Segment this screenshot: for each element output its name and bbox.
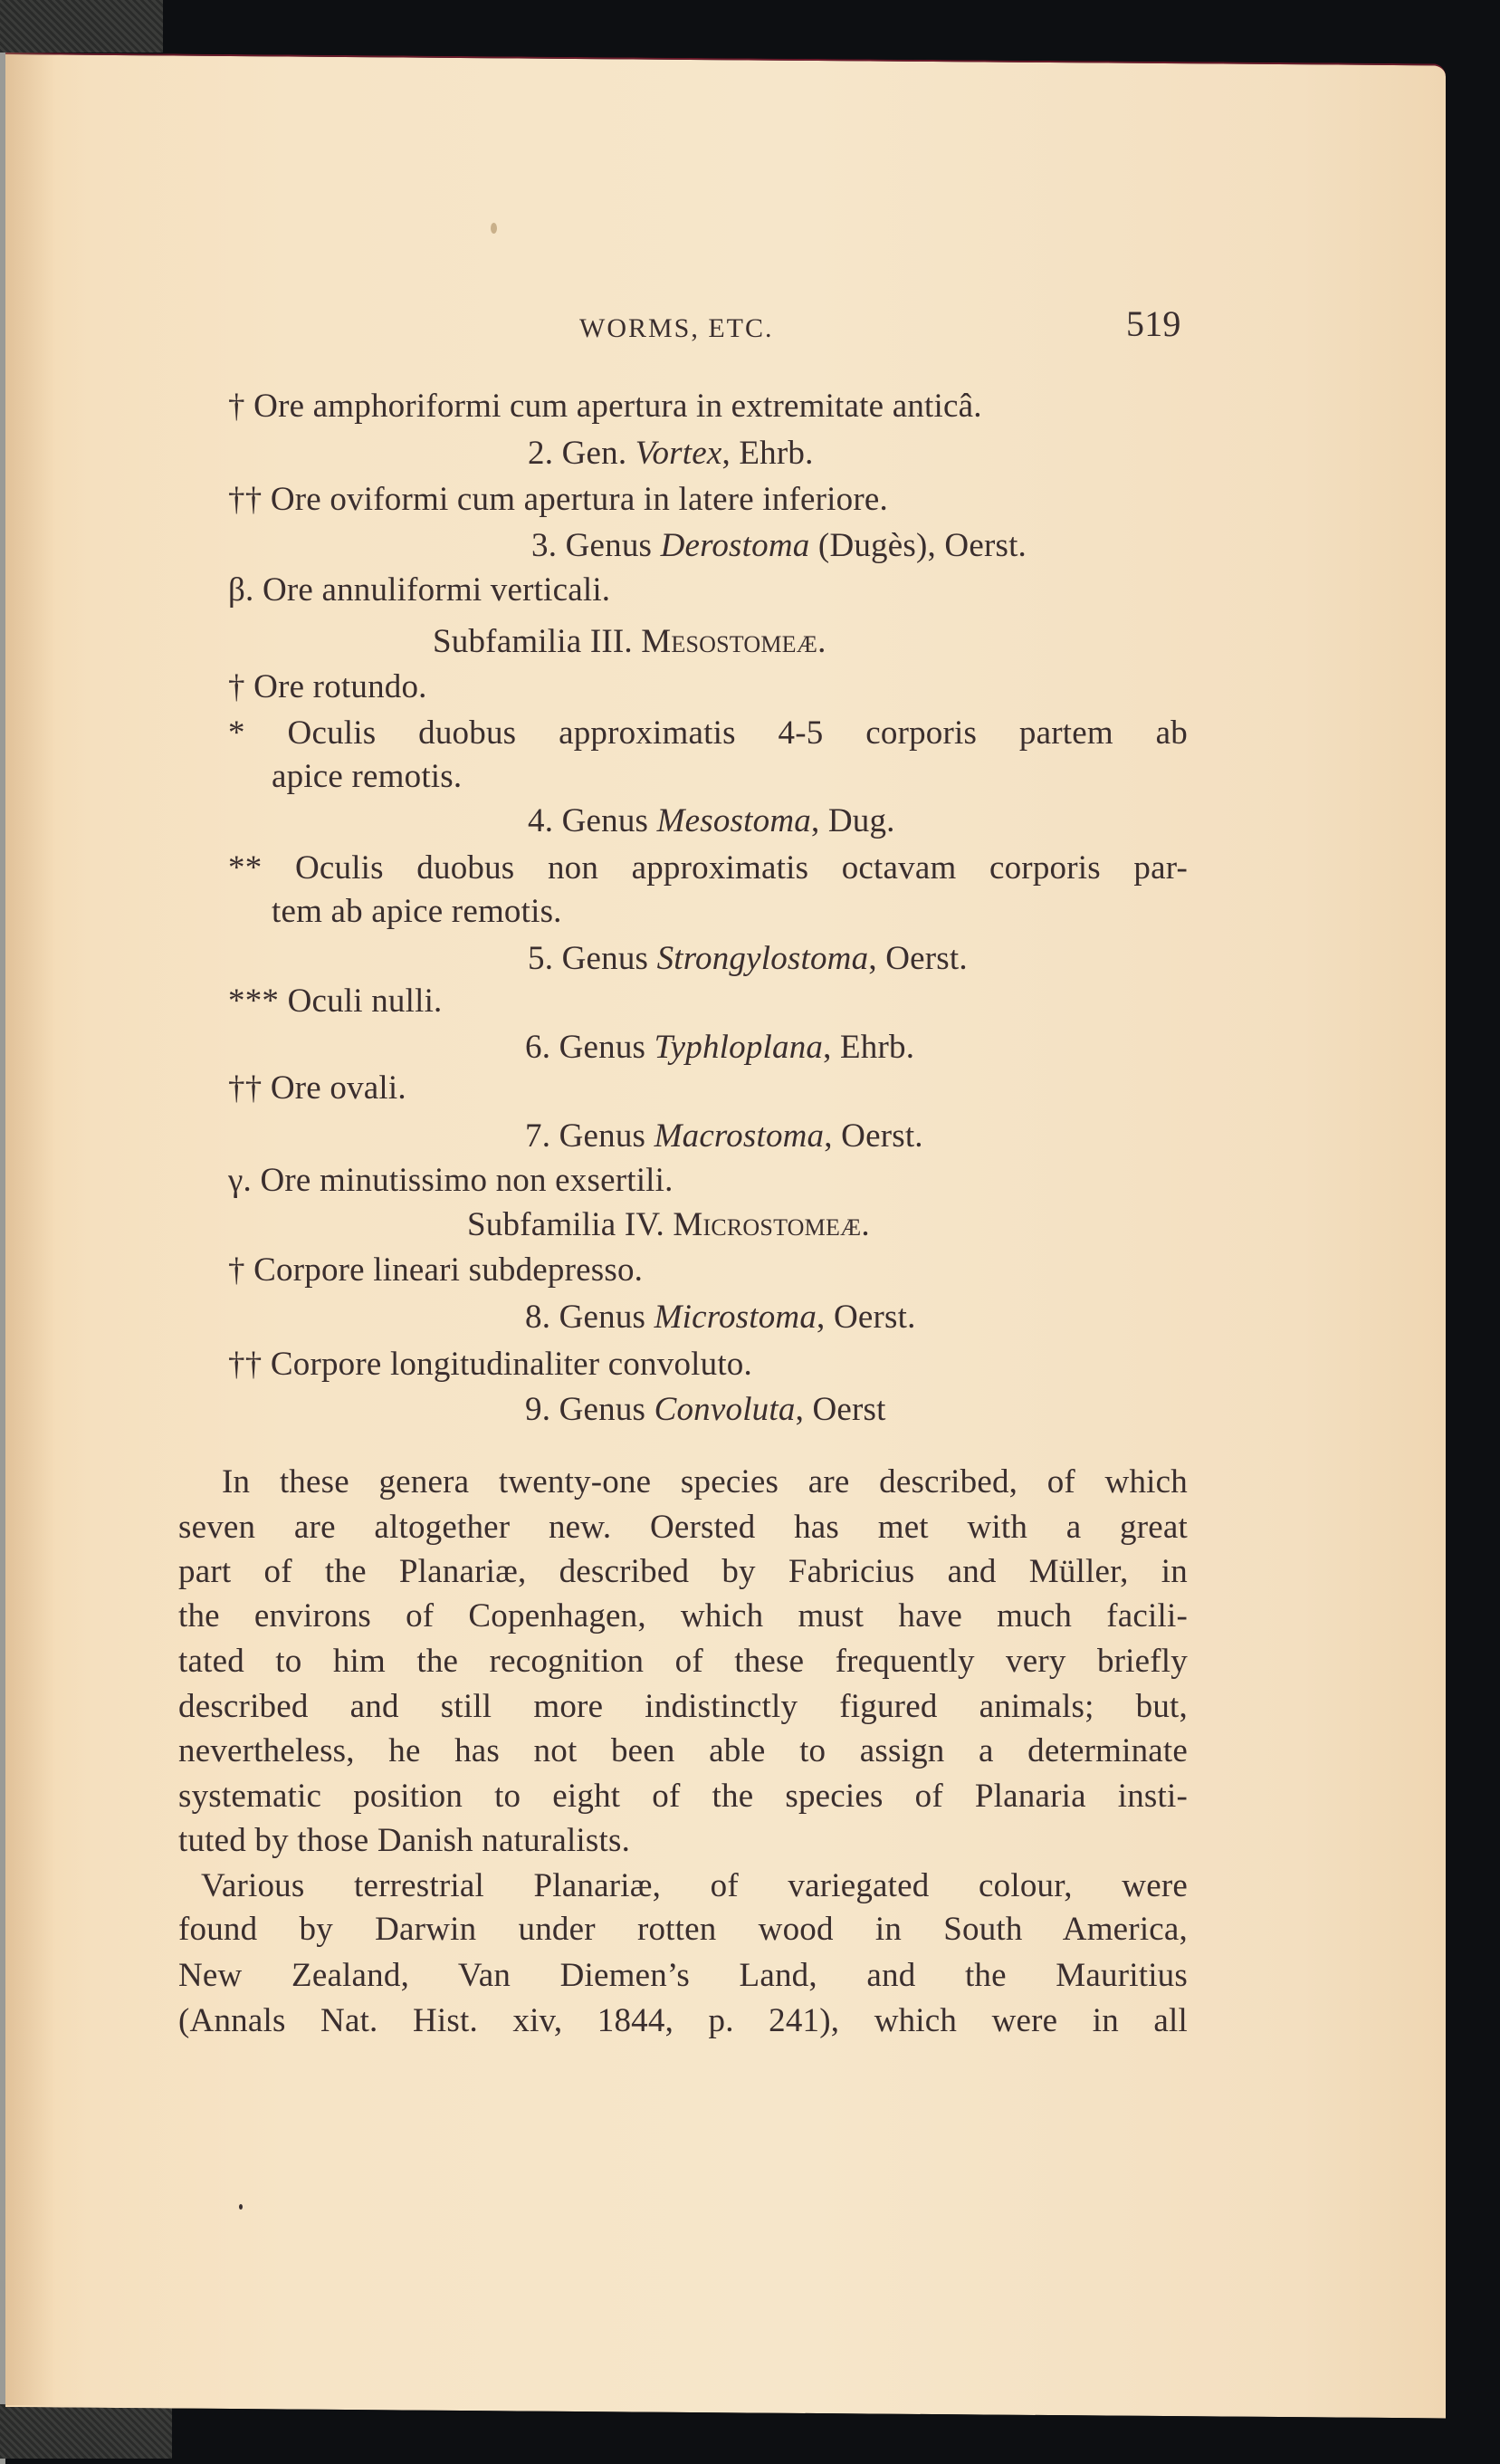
- key-marker: †: [228, 388, 245, 425]
- genus-line: 3. Genus Derostoma (Dugès), Oerst.: [531, 527, 1027, 564]
- running-title: WORMS, ETC.: [579, 313, 774, 343]
- key-marker: ***: [228, 983, 280, 1020]
- key-marker: ††: [228, 1069, 263, 1107]
- genus-name: Convoluta: [654, 1391, 796, 1428]
- key-line: † Ore rotundo.: [228, 668, 427, 705]
- genus-name: Mesostoma: [656, 802, 811, 839]
- genus-line: 4. Genus Mesostoma, Dug.: [528, 802, 895, 839]
- paragraph-line: (Annals Nat. Hist. xiv, 1844, p. 241), which were in all: [178, 2002, 1188, 2039]
- key-marker: γ.: [228, 1162, 253, 1199]
- paragraph-line: Various terrestrial Planariæ, of variegated colour, were: [201, 1867, 1188, 1904]
- genus-line: 8. Genus Microstoma, Oerst.: [525, 1299, 916, 1336]
- genus-line: 6. Genus Typhloplana, Ehrb.: [525, 1029, 915, 1066]
- page-gutter-shadow: [5, 53, 55, 2405]
- key-marker: ††: [228, 481, 263, 518]
- paragraph-line: systematic position to eight of the species of Planaria insti-: [178, 1778, 1188, 1815]
- key-marker: β.: [228, 571, 254, 609]
- book-binding-top: [0, 0, 163, 53]
- key-marker: ††: [228, 1346, 263, 1383]
- genus-name: Typhloplana: [654, 1029, 824, 1066]
- paper-speck: [239, 2204, 243, 2210]
- genus-name: Microstoma: [654, 1299, 817, 1336]
- page-number: 519: [1126, 303, 1181, 344]
- key-line: † Corpore lineari subdepresso.: [228, 1251, 644, 1289]
- genus-line: 7. Genus Macrostoma, Oerst.: [525, 1117, 923, 1155]
- key-line: γ. Ore minutissimo non exsertili.: [228, 1162, 674, 1199]
- key-line: †† Ore oviformi cum apertura in latere inferiore.: [228, 481, 888, 518]
- subfamily-heading: Subfamilia IV. Microstomeæ.: [467, 1206, 870, 1243]
- genus-name: Macrostoma: [654, 1117, 825, 1155]
- paragraph-line: nevertheless, he has not been able to assign a determinate: [178, 1732, 1188, 1769]
- key-marker: *: [228, 714, 245, 752]
- key-marker: †: [228, 668, 245, 705]
- paragraph-line: tuted by those Danish naturalists.: [178, 1822, 631, 1859]
- paragraph-line: tated to him the recognition of these frequently very briefly: [178, 1643, 1188, 1680]
- key-line-continuation: tem ab apice remotis.: [272, 893, 562, 930]
- key-marker: †: [228, 1251, 245, 1289]
- paper-stain: [491, 223, 497, 234]
- paragraph-line: In these genera twenty-one species are described, of which: [222, 1463, 1188, 1500]
- key-line: † Ore amphoriformi cum apertura in extremitate anticâ.: [228, 388, 982, 425]
- genus-name: Derostoma: [660, 527, 810, 564]
- genus-line: 9. Genus Convoluta, Oerst: [525, 1391, 886, 1428]
- genus-name: Strongylostoma: [656, 940, 869, 977]
- genus-name: Vortex: [635, 435, 722, 472]
- subfamily-heading: Subfamilia III. Mesostomeæ.: [433, 623, 826, 660]
- paragraph-line: part of the Planariæ, described by Fabricius and Müller, in: [178, 1553, 1188, 1590]
- key-line: †† Ore ovali.: [228, 1069, 406, 1107]
- key-line: †† Corpore longitudinaliter convoluto.: [228, 1346, 752, 1383]
- key-marker: **: [228, 849, 263, 887]
- paragraph-line: seven are altogether new. Oersted has met with a great: [178, 1509, 1188, 1546]
- genus-line: 2. Gen. Vortex, Ehrb.: [528, 435, 814, 472]
- key-line: β. Ore annuliformi verticali.: [228, 571, 611, 609]
- key-line: *** Oculi nulli.: [228, 983, 443, 1020]
- paragraph-line: found by Darwin under rotten wood in South America,: [178, 1911, 1188, 1948]
- key-line: ** Oculis duobus non approximatis octavam corporis par-: [228, 849, 1188, 887]
- paragraph-line: New Zealand, Van Diemen’s Land, and the Mauritius: [178, 1957, 1188, 1994]
- book-binding-bottom: [0, 2404, 172, 2459]
- paragraph-line: the environs of Copenhagen, which must have much facili-: [178, 1597, 1188, 1635]
- paragraph-line: described and still more indistinctly figured animals; but,: [178, 1688, 1188, 1725]
- key-line-continuation: apice remotis.: [272, 758, 463, 795]
- key-line: * Oculis duobus approximatis 4-5 corporis partem ab: [228, 714, 1188, 752]
- genus-line: 5. Genus Strongylostoma, Oerst.: [528, 940, 968, 977]
